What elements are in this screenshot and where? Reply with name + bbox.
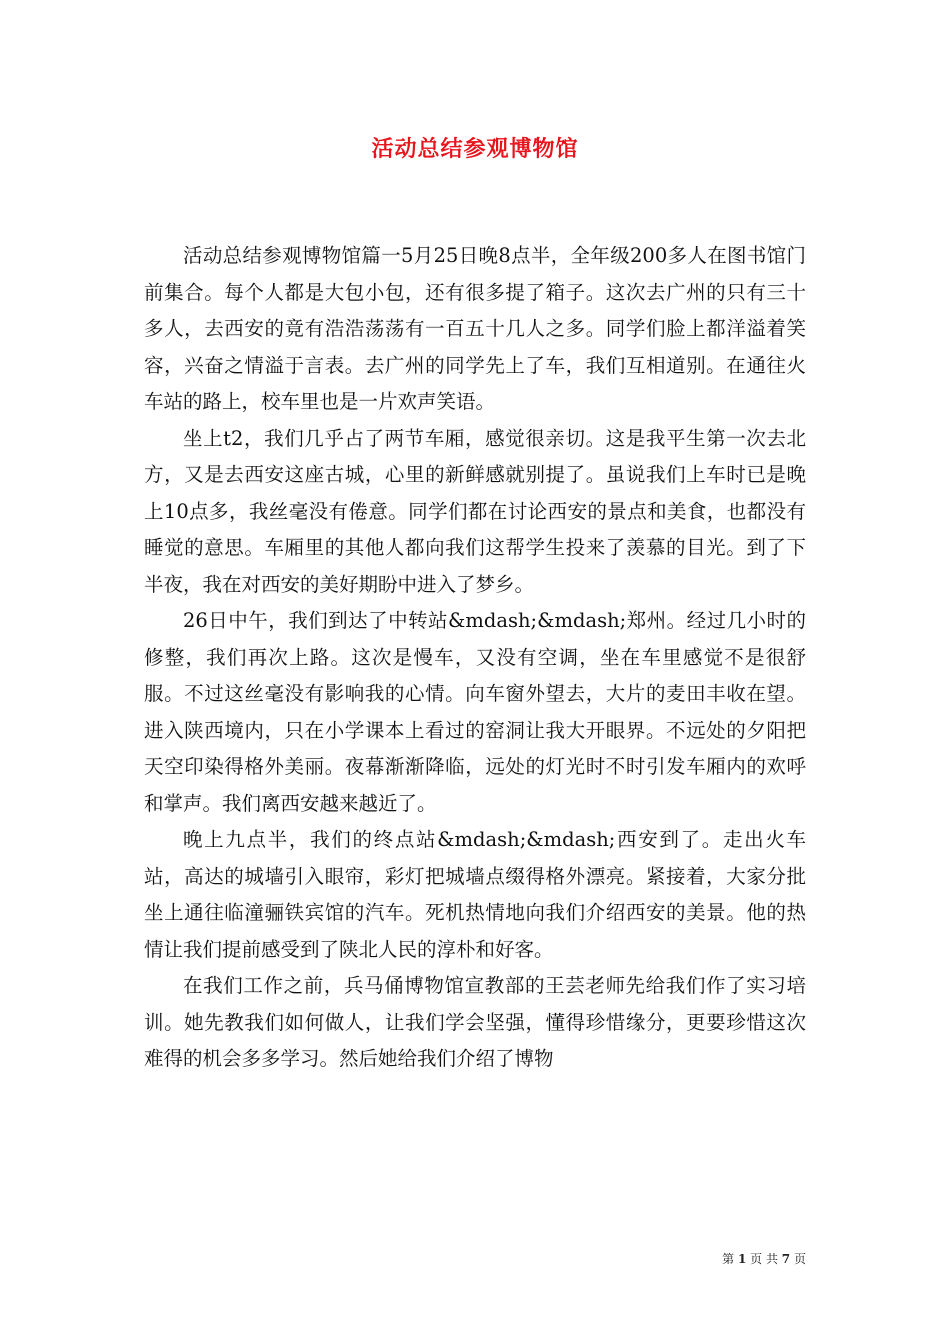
page-title: 活动总结参观博物馆 — [371, 136, 579, 162]
footer-suffix: 页 — [793, 1252, 806, 1266]
paragraph-2: 坐上t2，我们几乎占了两节车厢，感觉很亲切。这是我平生第一次去北方，又是去西安这座古城，心里的新鲜感就别提了。虽说我们上车时已是晚上10点多，我丝毫没有倦意。同学们都在讨论西安的景点和美食，也都没有睡觉的意思。车厢里的其他人都向我们这帮学生投来了羡慕的目光。到了下半夜，我在对西安的美好期盼中进入了梦乡。 — [144, 426, 806, 596]
current-page-number: 1 — [737, 1252, 747, 1266]
page-number-footer — [722, 1251, 806, 1267]
paragraph-3: 26日中午，我们到达了中转站&mdash;&mdash;郑州。经过几小时的修整，我们再次上路。这次是慢车，又没有空调，坐在车里感觉不是很舒服。不过这丝毫没有影响我的心情。向车窗外望去，大片的麦田丰收在望。进入陕西境内，只在小学课本上看过的窑洞让我大开眼界。不远处的夕阳把天空印染得格外美丽。夜幕渐渐降临，远处的灯光时不时引发车厢内的欢呼和掌声。我们离西安越来越近了。 — [144, 609, 806, 815]
total-pages-number: 7 — [781, 1252, 791, 1266]
paragraph-4: 晚上九点半，我们的终点站&mdash;&mdash;西安到了。走出火车站，高达的城墙引入眼帘，彩灯把城墙点缀得格外漂亮。紧接着，大家分批坐上通往临潼骊铁宾馆的汽车。死机热情地向我们介绍西安的美景。他的热情让我们提前感受到了陕北人民的淳朴和好客。 — [144, 828, 806, 961]
paragraph-5: 在我们工作之前，兵马俑博物馆宣教部的王芸老师先给我们作了实习培训。她先教我们如何做人，让我们学会坚强，懂得珍惜缘分，更要珍惜这次难得的机会多多学习。然后她给我们介绍了博物 — [144, 974, 806, 1070]
document-body — [144, 238, 806, 1078]
footer-middle: 页 共 — [750, 1252, 778, 1266]
footer-prefix: 第 — [722, 1252, 735, 1266]
paragraph-1: 活动总结参观博物馆篇一5月25日晚8点半，全年级200多人在图书馆门前集合。每个人都是大包小包，还有很多提了箱子。这次去广州的只有三十多人，去西安的竟有浩浩荡荡有一百五十几人之多。同学们脸上都洋溢着笑容，兴奋之情溢于言表。去广州的同学先上了车，我们互相道别。在通往火车站的路上，校车里也是一片欢声笑语。 — [144, 244, 806, 413]
